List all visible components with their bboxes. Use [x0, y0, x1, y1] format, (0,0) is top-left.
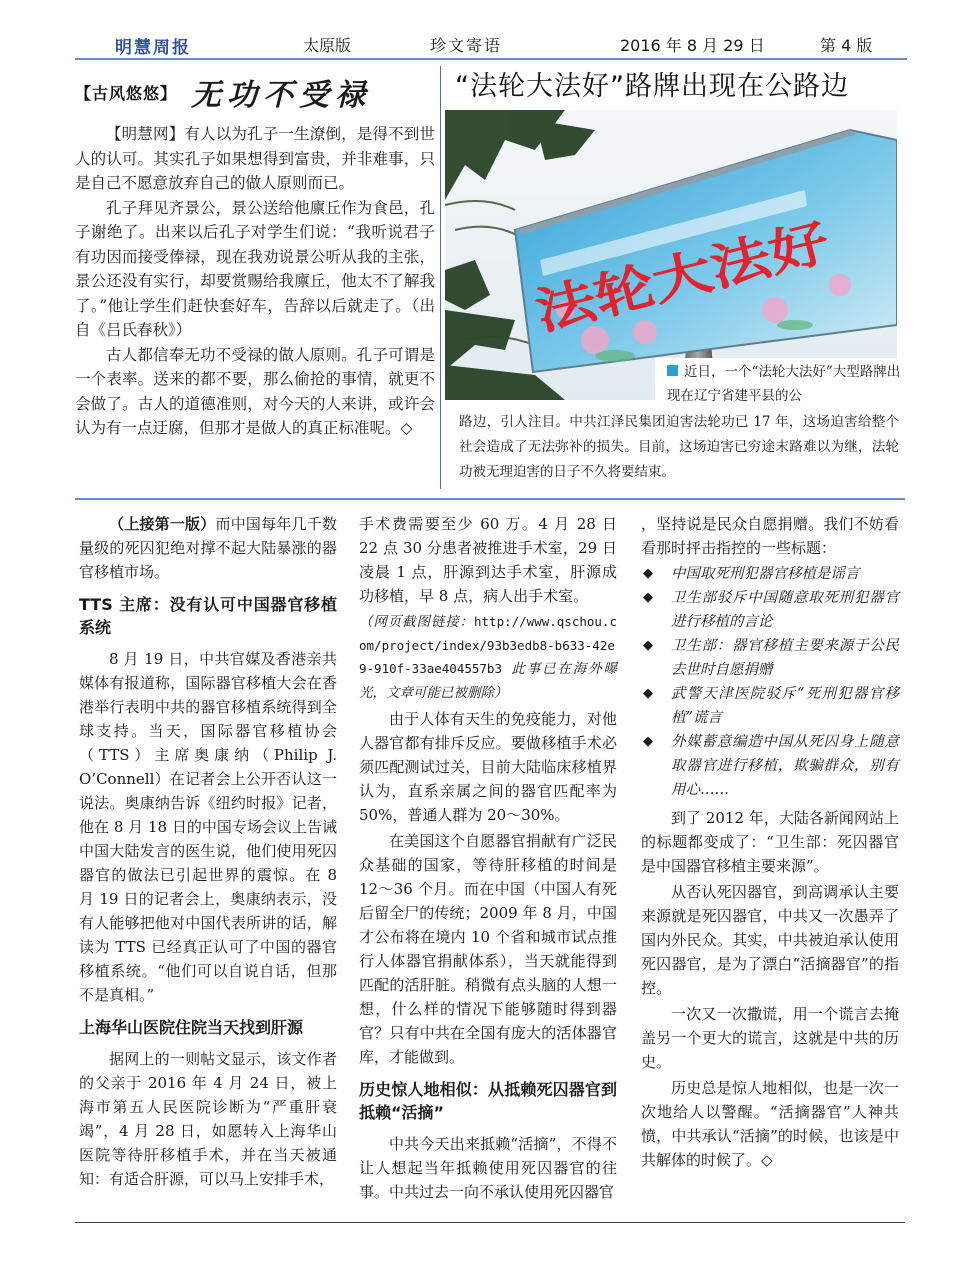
article-paragraph: 中共今天出来抵赖“活摘”，不得不让人想起当年抵赖使用死囚器官的往事。中共过去一向不承认使用死囚器官	[359, 1135, 617, 1201]
article-paragraph: 在美国这个自愿器官捐献有广泛民众基础的国家，等待肝移植的时间是 12～36 个月。而在中国（中国人有死后留全尸的传统；2009 年 8 月，中国才公布将在境内 10 个省和城市试点推行人体器官捐献体系），当天就能得到匹配的活肝脏。稍微有点头脑的人想一想，什么样的情况下能够随时得到器官？只有中共在全国有庞大的活体器官库，才能做到。	[359, 832, 617, 1066]
headline-item: ◆ 中国取死刑犯器官移植是谣言	[641, 562, 899, 586]
link-note: 此事已在海外曝光，文章可能已被删除）	[359, 661, 618, 701]
feature-paragraph: 孔子拜见齐景公，景公送给他廪丘作为食邑，孔子谢绝了。出来以后孔子对学生们说：“我听说君子有功因而接受俸禄，现在我劝说景公听从我的主张，景公还没有实行，却要赏赐给我廪丘，他太不了解我了。”他让学生们赶快套好车，告辞以后就走了。（出自《吕氏春秋》）	[75, 198, 435, 339]
section-divider	[75, 498, 905, 500]
article-paragraph: 一次又一次撒谎，用一个谎言去掩盖另一个更大的谎言，这就是中共的历史。	[641, 1005, 899, 1071]
article-paragraph: 据网上的一则帖文显示，该文作者的父亲于 2016 年 4 月 24 日，被上海市第五人民医院诊断为“严重肝衰竭”，4 月 28 日，如愿转入上海华山医院等待肝移植手术，并在当天被通知：有适合肝源，可以马上安排手术，	[79, 1050, 337, 1188]
article-column-1	[79, 512, 337, 1193]
subheading: 历史惊人地相似：从抵赖死囚器官到抵赖“活摘”	[359, 1080, 617, 1122]
issue-date: 2016 年 8 月 29 日	[620, 36, 765, 55]
feature-paragraph: 古人都信奉无功不受禄的做人原则。孔子可谓是一个表率。送来的都不要，那么偷抢的事情，就更不会做了。古人的道德准则，对今天的人来讲，或许会认为有一点迂腐，但那才是做人的真正标准呢。◇	[75, 345, 435, 437]
photo-caption-start: 近日，一个“法轮大法好”大型路牌出现在辽宁省建平县的公	[667, 364, 901, 404]
feature-heading: 无功不受禄	[191, 78, 372, 113]
subheading: 上海华山医院住院当天找到肝源	[79, 1018, 304, 1037]
edition-label: 太原版	[303, 36, 352, 55]
feature-title	[75, 70, 435, 114]
link-prefix: （网页截图链接：	[359, 614, 474, 630]
headline-item: ◆ 卫生部：器官移植主要来源于公民去世时自愿捐赠	[641, 634, 899, 682]
photo-caption-inset	[655, 358, 905, 408]
continued-label: （上接第一版）	[109, 515, 216, 533]
billboard-photo	[445, 110, 897, 400]
caption-bullet-icon	[667, 365, 678, 376]
feature-paragraph: 【明慧网】有人以为孔子一生潦倒，是得不到世人的认可。其实孔子如果想得到富贵，并非难事，只是自己不愿意放弃自己的做人原则而已。	[75, 125, 435, 192]
article-paragraph-continued: ，坚持说是民众自愿捐赠。我们不妨看看那时抨击指控的一些标题：	[641, 515, 899, 557]
photo-story-title: “法轮大法好”路牌出现在公路边	[455, 71, 849, 102]
screenshot-link[interactable]: http://www.qschou.com/project/index/93b3edb8-b633-42e9-910f-33ae404557b3	[359, 614, 617, 676]
photo-caption: 路边，引人注目。中共江泽民集团迫害法轮功已 17 年，这场迫害给整个社会造成了无法弥补的损失。目前，这场迫害已穷途末路难以为继，法轮功被无理迫害的日子不久将要结束。	[459, 414, 899, 480]
masthead: 明慧周报	[115, 38, 191, 58]
feature-tag: 【古风悠悠】	[75, 83, 178, 103]
feature-article	[75, 70, 435, 441]
headline-item: ◆ 武警天津医院驳斥“死刑犯器官移植”谎言	[641, 682, 899, 730]
article-intro: 而中国每年几千数量级的死囚犯绝对撑不起大陆暴涨的器官移植市场。	[79, 515, 337, 581]
headline-list	[641, 562, 899, 802]
article-paragraph: 8 月 19 日，中共官媒及香港亲共媒体有报道称，国际器官移植大会在香港举行表明中共的器官移植系统得到全球支持。当天，国际器官移植协会（TTS）主席奥康纳（Philip J. O’Connell）在记者会上公开否认这一说法。奥康纳告诉《纽约时报》记者，他在 8 月 18 日的中国专场会议上告诫中国大陆发言的医生说，他们使用死囚器官的做法已引起世界的震惊。在 8 月 19 日的记者会上，奥康纳表示，没有人能够把他对中国代表所讲的话，解读为 TTS 已经真正认可了中国的器官移植系统。“他们可以自说自话，但那不是真相。”	[79, 650, 337, 1004]
article-paragraph: 从否认死囚器官，到高调承认主要来源就是死囚器官，中共又一次愚弄了国内外民众。其实，中共被迫承认使用死囚器官，是为了漂白“活摘器官”的指控。	[641, 883, 899, 997]
page-header	[75, 28, 907, 60]
headline-item: ◆ 外媒蓄意编造中国从死囚身上随意取器官进行移植，欺骗群众，别有用心……	[641, 730, 899, 802]
article-column-3	[641, 512, 899, 1174]
headline-item: ◆ 卫生部驳斥中国随意取死刑犯器官进行移植的言论	[641, 586, 899, 634]
article-column-2	[359, 512, 617, 1206]
article-paragraph: 历史总是惊人地相似，也是一次一次地给人以警醒。“活摘器官”人神共愤，中共承认“活摘”的时候，也该是中共解体的时候了。◇	[641, 1079, 899, 1169]
page-number: 第 4 版	[820, 36, 873, 55]
article-paragraph-continued: 手术费需要至少 60 万。4 月 28 日 22 点 30 分患者被推进手术室，29 日凌晨 1 点，肝源到达手术室，肝源成功移植，早 8 点，病人出手术室。	[359, 515, 617, 605]
photo-story	[445, 66, 905, 489]
article-paragraph: 由于人体有天生的免疫能力，对他人器官都有排斥反应。要做移植手术必须匹配测试过关，目前大陆临床移植界认为，直系亲属之间的器官匹配率为 50%，普通人群为 20～30%。	[359, 710, 617, 824]
column-divider	[440, 66, 441, 489]
billboard-sign-text: 法轮大法好	[529, 223, 787, 342]
article-paragraph: 到了 2012 年，大陆各新闻网站上的标题都变成了：“卫生部：死囚器官是中国器官移植主要来源”。	[641, 809, 899, 875]
subheading: TTS 主席：没有认可中国器官移植系统	[79, 595, 337, 637]
footer-rule	[75, 1222, 905, 1223]
section-label: 珍文寄语	[430, 36, 503, 55]
